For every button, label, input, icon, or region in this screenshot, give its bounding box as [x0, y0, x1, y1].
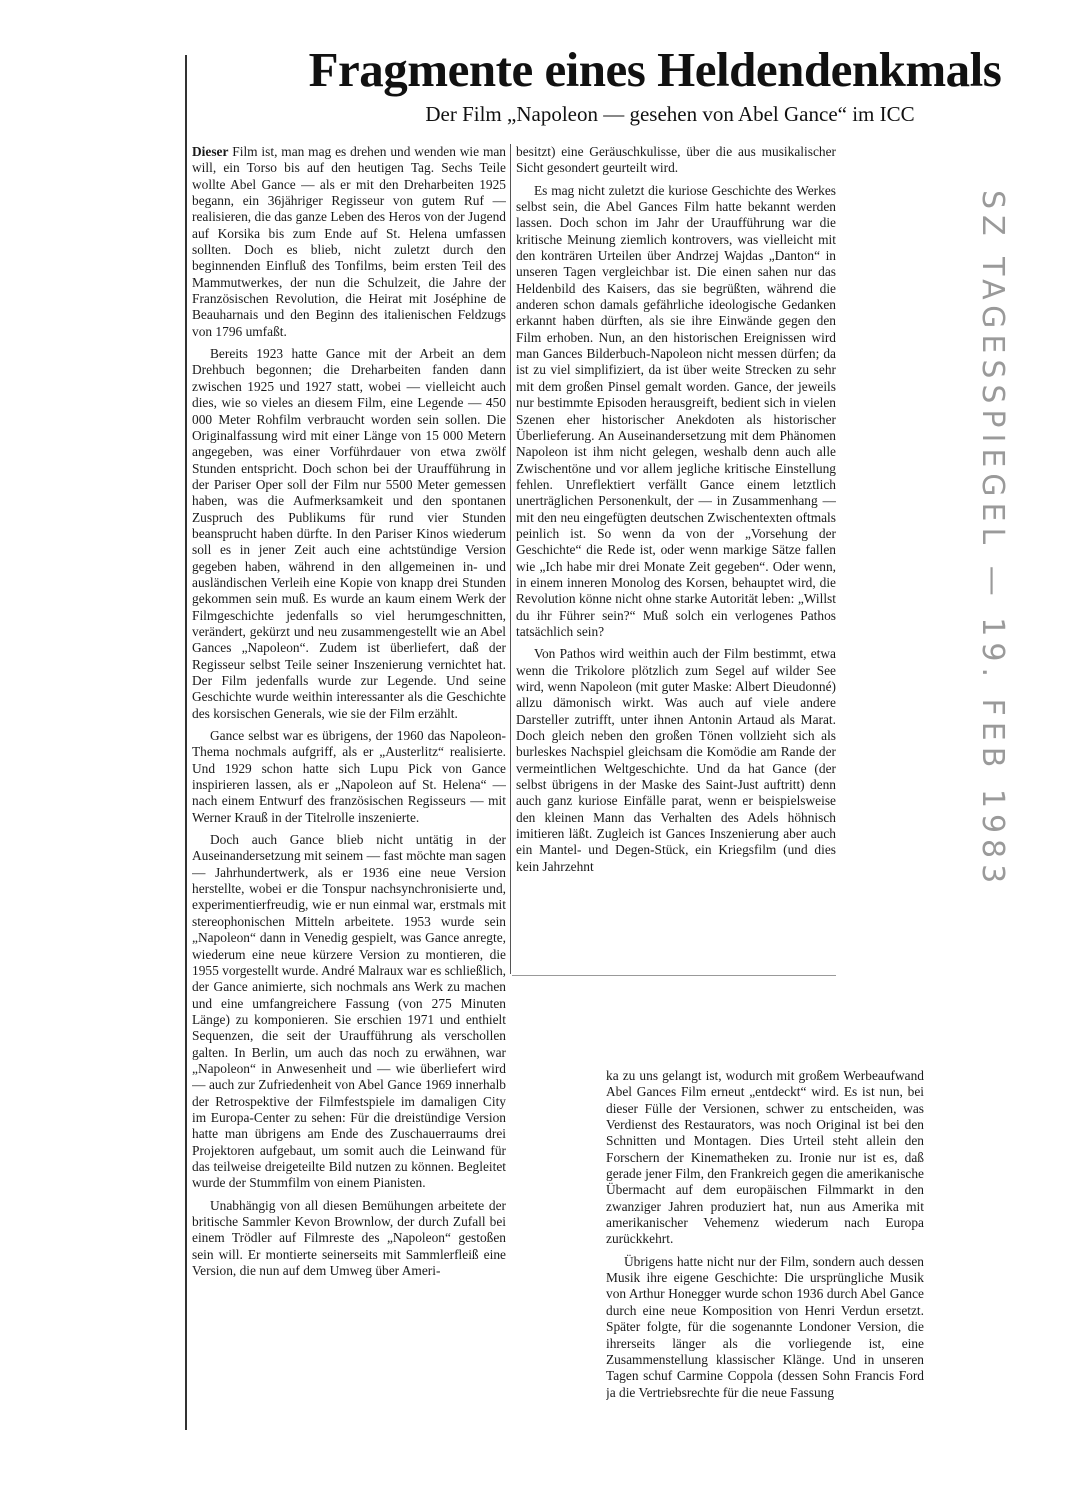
paragraph-text: Film ist, man mag es drehen und wenden wie man will, ein Torso bis auf den heutigen Tag. Sechs Teile wollte Abel Gance — als er mit den Dreharbeiten 1925 begann, ein 36jähriger Regisseur von gutem Ruf — realisieren, die das ganze Leben des Heros von der Jugend auf Korsika bis zum Ende auf St. Helena umfassen sollten. Doch es blieb, nicht zuletzt durch den beginnenden Einfluß des Tonfilms, beim ersten Teil des Mammutwerkes, der nun die Schulzeit, die Jahre der Französischen Revolution, die Heirat mit Joséphine de Beauharnais und den Beginn des italienischen Feldzugs von 1796 umfaßt.: [192, 144, 506, 339]
column-2-paragraph-2: Es mag nicht zuletzt die kuriose Geschichte des Werkes selbst sein, die Abel Gances Film hatte bekannt werden lassen. Doch schon im Jahr der Uraufführung war die kritische Meinung ziemlich kontrovers, was vielleicht mit den konträren Urteilen über Andrzej Wajdas „Danton“ in unseren Tagen vergleichbar ist. Die einen sahen nur das Heldenbild des Kaisers, das sie begrüßten, während die anderen schon damals gefährliche ideologische Gedanken erkannt haben dürften, als sie ihre Einwände gegen den Film erhoben. Nun, an den historischen Ereignissen wird man Gances Bilderbuch-Napoleon nicht messen dürfen; da ist zu viel simplifiziert, da ist über weite Strecken zu sehr mit dem großen Pinsel gemalt worden. Gance, der jeweils nur bestimmte Episoden herausgreift, bedient sich in vielen Szenen eher historischer Anekdoten als historischer Überlieferung. An Auseinandersetzung mit dem Phänomen Napoleon ist ihm nicht gelegen, weshalb denn auch alle Zwischentöne und vor allem jegliche kritische Einstellung fehlen. Unreflektiert verfällt Gance einem letztlich unerträglichen Personenkult, der — in Zusammenhang — mit den neu eingefügten deutschen Zwischentexten oftmals peinlich ist. So wenn da von der „Vorsehung der Geschichte“ die Rede ist, oder wenn markige Sätze fallen wie „Ich habe mir drei Monate Zeit gegeben“. Oder wenn, in einem inneren Monolog des Korsen, behauptet wird, die Revolution könne nicht ohne starke Autorität leben: „Willst du ihr Führer sein?“ Muß solch ein verlogenes Pathos tatsächlich sein?: [516, 182, 836, 639]
handwritten-annotation: SZ TAGESSPIEGEL — 19. FEB 1983: [975, 190, 1010, 890]
column-2-paragraph-3: Von Pathos wird weithin auch der Film bestimmt, etwa wenn die Trikolore plötzlich zum Segel auf wilder See wird, wenn Napoleon (mit guter Maske: Albert Dieudonné) allzu dämonisch wirkt. Was auch auf viele andere Darsteller zutrifft, unter ihnen Antonin Artaud als Marat. Doch gleich neben den großen Tönen vollzieht sich als burleskes Nachspiel gleichsam die Komödie am Rande der vermeintlichen Weltgeschichte. Und da hat Gance (der selbst übrigens in der Maske des Saint-Just auftritt) denn auch ganz kuriose Einfälle parat, wenn er beispielsweise den kleinen Mann das Verhalten des Adels höhnisch imitieren läßt. Zugleich ist Gances Inszenierung aber auch ein Mantel- und Degen-Stück, ein Kriegsfilm (und dies kein Jahrzehnt: [516, 646, 836, 874]
column-1-paragraph-3: Gance selbst war es übrigens, der 1960 das Napoleon-Thema nochmals aufgriff, als er „Austerlitz“ realisierte. Und 1929 schon hatte sich Lupu Pick von Gance inspirieren lassen, als er „Napoleon auf St. Helena“ — nach einem Entwurf des französischen Regisseurs — mit Werner Krauß in der Titelrolle inszenierte.: [192, 728, 506, 825]
column-3: [606, 1068, 924, 1448]
headline: Fragmente eines Heldendenkmals: [308, 42, 1002, 97]
column-1-paragraph-2: Bereits 1923 hatte Gance mit der Arbeit an dem Drehbuch begonnen; die Dreharbeiten fanden dann zwischen 1925 und 1927 statt, wobei — vielleicht auch dies, wie so vieles an diesem Film, eine Legende — 450 000 Meter Rohfilm verbraucht worden sein sollen. Die Originalfassung wird mit einer Länge von 15 000 Metern angegeben, was einer Vorführdauer von etwa zwölf Stunden entspricht. Doch schon bei der Uraufführung in der Pariser Oper soll der Film nur 5500 Meter gemessen haben, was die Aufmerksamkeit und den spontanen Zuspruch des Publikums für rund vier Stunden beansprucht haben dürfte. In den Pariser Kinos wiederum soll es in jener Zeit auch eine achtstündige Version gegeben haben, während in den allgemeinen in- und ausländischen Verleih eine Kopie von knapp drei Stunden gekommen sein muß. Es wurde an kaum einem Werk der Filmgeschichte jedenfalls so viel herumgeschnitten, verändert, gekürzt und neu zusammengestellt wie an Abel Gances „Napoleon“. Zudem ist überliefert, daß der Regisseur selbst Teile seiner Inszenierung vernichtet hat. Der Film jedenfalls wurde zur Legende. Und seine Geschichte wurde weithin interessanter als die Geschichte des korsischen Generals, wie sie der Film erzählt.: [192, 346, 506, 721]
column-2-paragraph-1: besitzt) eine Geräuschkulisse, über die aus musikalischer Sicht gesondert geurteilt wird.: [516, 144, 836, 176]
margin-rule: [185, 55, 187, 1430]
column-1-paragraph-4: Doch auch Gance blieb nicht untätig in der Auseinandersetzung mit seinem — fast möchte man sagen — Jahrhundertwerk, als er 1936 eine neue Version herstellte, wobei er die Tonspur nachsynchronisierte und, experimentierfreudig, wie er nun einmal war, erstmals mit stereophonischen Mitteln arbeitete. 1953 wurde sein „Napoleon“ dann in Venedig gespielt, was Gance anregte, wiederum eine neue kürzere Version zu montieren, die 1955 vorgestellt wurde. André Malraux war es schließlich, der Gance animierte, sich nochmals ans Werk zu machen und eine umfangreichere Fassung (von 275 Minuten Länge) zu komponieren. Sie erschien 1971 und enthielt Sequenzen, die seit der Uraufführung als verschollen galten. In Berlin, um auch das noch zu erwähnen, war „Napoleon“ in Anwesenheit und — wie überliefert wird — auch zur Zufriedenheit von Abel Gance 1969 innerhalb der Retrospektive der Filmfestspiele im damaligen City im Europa-Center zu sehen: Für die dreistündige Version hatte man übrigens am Ende des Zuschauerraums drei Projektoren aufgebaut, um somit auch die Leinwand für das teilweise dreigeteilte Bild nutzen zu können. Begleitet wurde der Stummfilm von einem Pianisten.: [192, 832, 506, 1191]
column-3-paragraph-1: ka zu uns gelangt ist, wodurch mit großem Werbeaufwand Abel Gances Film erneut „entdeckt“ wird. Es ist nun, bei dieser Fülle der Versionen, schwer zu entscheiden, was Verdienst des Restaurators, was noch Original ist bei den Schnitten und Montagen. Dies Urteil steht allein den Forschern der Kinematheken zu. Ironie nur ist es, daß gerade jener Film, den Frankreich gegen die amerikanische Übermacht auf dem europäischen Filmmarkt in den zwanziger Jahren produziert hat, nun aus Amerika mit amerikanischer Vehemenz wiederum nach Europa zurückkehrt.: [606, 1068, 924, 1247]
column-1-paragraph-5: Unabhängig von all diesen Bemühungen arbeitete der britische Sammler Kevon Brownlow, der durch Zufall bei einem Trödler auf Filmreste des „Napoleon“ gestoßen sein will. Er montierte seinerseits mit Sammlerfleiß eine Version, die nun auf dem Umweg über Ameri-: [192, 1197, 506, 1279]
column-3-paragraph-2: Übrigens hatte nicht nur der Film, sondern auch dessen Musik ihre eigene Geschichte: Die ursprüngliche Musik von Arthur Honegger wurde schon 1936 durch Abel Gance durch eine neue Komposition von Henri Verdun ersetzt. Später folgte, für die sogenannte Londoner Version, die ihrerseits länger als die vorliegende ist, eine Zusammenstellung klassischer Klänge. Und in unseren Tagen schuf Carmine Coppola (dessen Sohn Francis Ford ja die Vertriebsrechte für die neue Fassung: [606, 1253, 924, 1400]
column-rule: [510, 144, 511, 974]
column-2: [516, 144, 836, 974]
column-1-paragraph-1: [192, 144, 506, 340]
clipping-edge: [512, 975, 836, 976]
subheadline: Der Film „Napoleon — gesehen von Abel Gance“ im ICC: [425, 102, 915, 126]
column-1: [192, 144, 506, 1434]
lead-word: Dieser: [192, 144, 229, 159]
